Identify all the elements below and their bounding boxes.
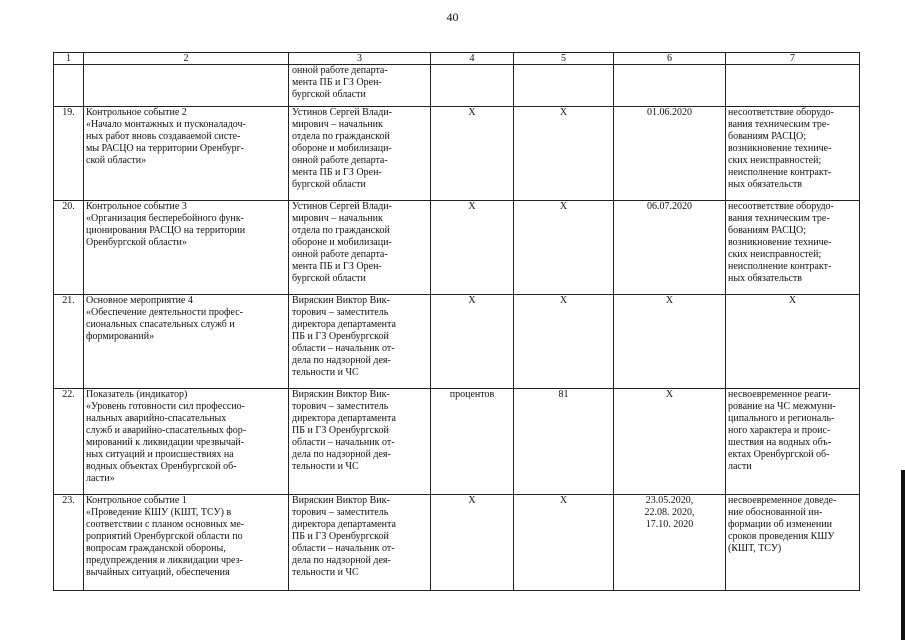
unit-cell: процентов (431, 389, 514, 495)
date-cell: Х (614, 295, 726, 389)
value-cell (514, 65, 614, 107)
table-row (54, 201, 860, 295)
value-cell: 81 (514, 389, 614, 495)
event-name-cell: Контрольное событие 2 «Начало монтажных и пусконаладоч- ных работ вновь создаваемой систе- мы РАСЦО на территории Оренбург- ской области» (84, 107, 289, 201)
risks-cell: несоответствие оборудо- вания техническим тре- бованиям РАСЦО; возникновение техниче- ских неисправностей; неисполнение контракт- ных обязательств (726, 201, 860, 295)
column-header: 6 (614, 53, 726, 65)
scan-edge-shadow (901, 470, 905, 640)
responsible-cell: Виряскин Виктор Вик- торович – заместитель директора департамента ПБ и ГЗ Оренбургской области – начальник от- дела по надзорной дея- тельности и ЧС (289, 495, 431, 591)
date-cell: 23.05.2020, 22.08. 2020, 17.10. 2020 (614, 495, 726, 591)
column-header: 1 (54, 53, 84, 65)
table-row (54, 389, 860, 495)
date-cell: 06.07.2020 (614, 201, 726, 295)
row-number-cell: 22. (54, 389, 84, 495)
event-name-cell (84, 65, 289, 107)
risks-cell (726, 65, 860, 107)
column-number-row (54, 53, 860, 65)
row-number-cell: 19. (54, 107, 84, 201)
risks-cell: Х (726, 295, 860, 389)
column-header: 2 (84, 53, 289, 65)
row-number-cell: 20. (54, 201, 84, 295)
unit-cell: Х (431, 495, 514, 591)
unit-cell: Х (431, 201, 514, 295)
responsible-cell: Виряскин Виктор Вик- торович – заместитель директора департамента ПБ и ГЗ Оренбургской области – начальник от- дела по надзорной дея- тельности и ЧС (289, 295, 431, 389)
responsible-cell: Виряскин Виктор Вик- торович – заместитель директора департамента ПБ и ГЗ Оренбургской области – начальник от- дела по надзорной дея- тельности и ЧС (289, 389, 431, 495)
responsible-cell: Устинов Сергей Влади- мирович – начальник отдела по гражданской обороне и мобилизаци- онной работе департа- мента ПБ и ГЗ Орен- бургской области (289, 107, 431, 201)
table-row (54, 295, 860, 389)
table-row (54, 107, 860, 201)
column-header: 7 (726, 53, 860, 65)
column-header: 4 (431, 53, 514, 65)
event-name-cell: Контрольное событие 3 «Организация бесперебойного функ- ционирования РАСЦО на территории Оренбургской области» (84, 201, 289, 295)
page-number: 40 (446, 10, 459, 24)
risks-cell: несвоевременное доведе- ние обоснованной ин- формации об изменении сроков проведения КШУ (КШТ, ТСУ) (726, 495, 860, 591)
value-cell: Х (514, 295, 614, 389)
unit-cell (431, 65, 514, 107)
plan-table (53, 52, 860, 591)
table-row-continued (54, 65, 860, 107)
column-header: 5 (514, 53, 614, 65)
date-cell: 01.06.2020 (614, 107, 726, 201)
value-cell: Х (514, 107, 614, 201)
unit-cell: Х (431, 295, 514, 389)
event-name-cell: Основное мероприятие 4 «Обеспечение деятельности профес- сиональных спасательных служб и формирований» (84, 295, 289, 389)
row-number-cell: 23. (54, 495, 84, 591)
row-number-cell: 21. (54, 295, 84, 389)
column-header: 3 (289, 53, 431, 65)
value-cell: Х (514, 495, 614, 591)
value-cell: Х (514, 201, 614, 295)
event-name-cell: Контрольное событие 1 «Проведение КШУ (КШТ, ТСУ) в соответствии с планом основных ме- роприятий Оренбургской области по вопросам гражданской обороны, предупреждения и ликвидации чрез- вычайных ситуаций, обеспечения (84, 495, 289, 591)
table-row (54, 495, 860, 591)
responsible-cell: Устинов Сергей Влади- мирович – начальник отдела по гражданской обороне и мобилизаци- онной работе департа- мента ПБ и ГЗ Орен- бургской области (289, 201, 431, 295)
date-cell: Х (614, 389, 726, 495)
risks-cell: несоответствие оборудо- вания техническим тре- бованиям РАСЦО; возникновение техниче- ских неисправностей; неисполнение контракт- ных обязательств (726, 107, 860, 201)
row-number-cell (54, 65, 84, 107)
risks-cell: несвоевременное реаги- рование на ЧС межмуни- ципального и региональ- ного характера и проис- шествия на водных объ- ектах Оренбургской об- ласти (726, 389, 860, 495)
unit-cell: Х (431, 107, 514, 201)
date-cell (614, 65, 726, 107)
responsible-cell: онной работе департа- мента ПБ и ГЗ Орен- бургской области (289, 65, 431, 107)
event-name-cell: Показатель (индикатор) «Уровень готовности сил профессио- нальных аварийно-спасательных служб и аварийно-спасательных фор- мирований к ликвидации чрезвычай- ных ситуаций и происшествиях на водных объектах Оренбургской об- ласти» (84, 389, 289, 495)
